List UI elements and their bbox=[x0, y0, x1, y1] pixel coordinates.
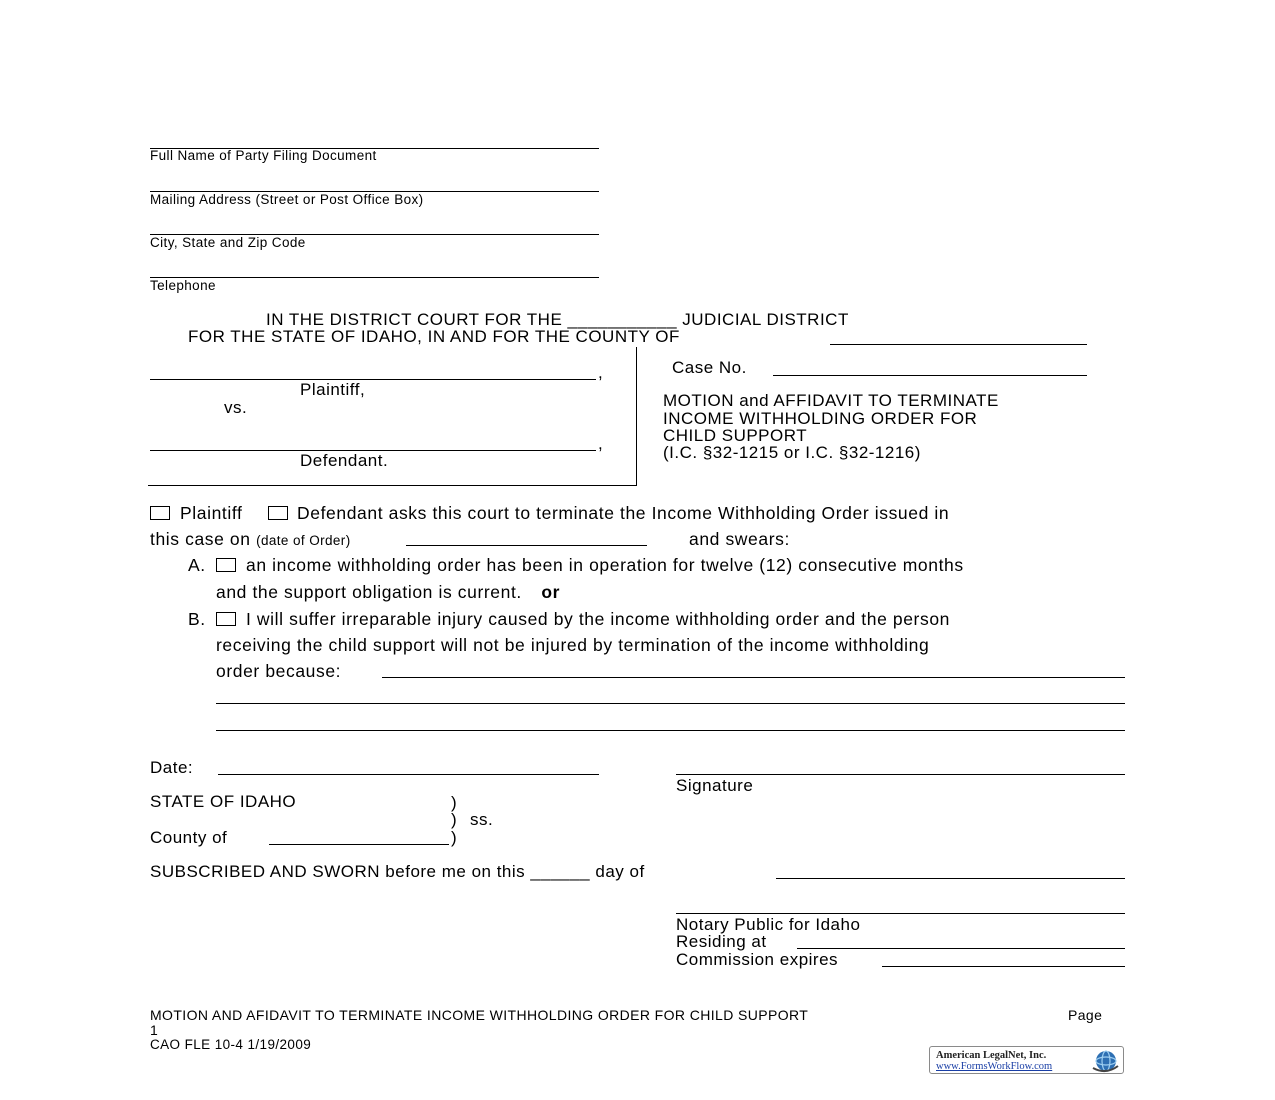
court-heading-line2: FOR THE STATE OF IDAHO, IN AND FOR THE COUNTY OF bbox=[188, 327, 680, 346]
logo-company-name: American LegalNet, Inc. bbox=[936, 1050, 1047, 1061]
subscribed-sworn-line bbox=[150, 862, 645, 882]
date-of-order-label: (date of Order) bbox=[256, 533, 351, 548]
item-b-line3: order because: bbox=[216, 661, 342, 681]
date-line[interactable] bbox=[218, 774, 599, 775]
footer-title: MOTION AND AFIDAVIT TO TERMINATE INCOME WITHHOLDING ORDER FOR CHILD SUPPORT bbox=[150, 1007, 809, 1023]
subscribed-text: SUBSCRIBED AND SWORN before me on this bbox=[150, 862, 526, 881]
item-a-line1: an income withholding order has been in operation for twelve (12) consecutive months bbox=[246, 555, 964, 575]
county-of-line[interactable] bbox=[269, 844, 449, 845]
item-a-line2-text: and the support obligation is current. bbox=[216, 582, 522, 602]
item-a-letter: A. bbox=[188, 555, 206, 575]
paren-2: ) bbox=[451, 810, 458, 829]
paren-1: ) bbox=[451, 793, 458, 812]
commission-expires-label: Commission expires bbox=[676, 950, 839, 969]
and-swears-text: and swears: bbox=[689, 529, 790, 549]
ss-label: ss. bbox=[470, 810, 494, 829]
globe-icon bbox=[1090, 1048, 1120, 1074]
form-title-line2: INCOME WITHHOLDING ORDER FOR bbox=[663, 409, 978, 428]
plaintiff-name-line[interactable] bbox=[150, 379, 596, 380]
case-on-text: this case on bbox=[150, 529, 251, 549]
form-title-line1: MOTION and AFFIDAVIT TO TERMINATE bbox=[663, 391, 999, 410]
signature-line[interactable] bbox=[676, 774, 1125, 775]
date-of-order-line[interactable] bbox=[406, 545, 647, 546]
judicial-district-blank[interactable]: ___________ bbox=[567, 310, 678, 329]
commission-expires-line[interactable] bbox=[882, 966, 1125, 967]
paren-3: ) bbox=[451, 828, 458, 847]
plaintiff-checkbox[interactable] bbox=[150, 506, 170, 520]
defendant-checkbox[interactable] bbox=[268, 506, 288, 520]
case-no-label: Case No. bbox=[672, 358, 747, 377]
party-name-label: Full Name of Party Filing Document bbox=[150, 148, 377, 163]
because-line-3[interactable] bbox=[216, 730, 1125, 731]
caption-bottom-line bbox=[148, 485, 637, 486]
because-line-2[interactable] bbox=[216, 703, 1125, 704]
because-line-1[interactable] bbox=[382, 677, 1125, 678]
defendant-comma: , bbox=[598, 434, 604, 453]
notary-signature-line[interactable] bbox=[676, 913, 1125, 914]
city-state-zip-label: City, State and Zip Code bbox=[150, 235, 306, 250]
item-b-letter: B. bbox=[188, 609, 206, 629]
form-title-line3: CHILD SUPPORT bbox=[663, 426, 808, 445]
county-of-label: County of bbox=[150, 828, 228, 847]
item-b-line2: receiving the child support will not be injured by termination of the income withholding bbox=[216, 635, 930, 655]
case-on-line bbox=[150, 529, 351, 550]
telephone-label: Telephone bbox=[150, 278, 216, 293]
footer-form-code: CAO FLE 10-4 1/19/2009 bbox=[150, 1037, 312, 1052]
plaintiff-option-label: Plaintiff bbox=[180, 503, 243, 523]
mailing-address-label: Mailing Address (Street or Post Office Box) bbox=[150, 192, 424, 207]
plaintiff-label: Plaintiff, bbox=[300, 380, 366, 399]
residing-at-line[interactable] bbox=[797, 948, 1125, 949]
vs-label: vs. bbox=[224, 398, 248, 417]
item-a-checkbox[interactable] bbox=[216, 558, 236, 572]
plaintiff-comma: , bbox=[598, 363, 604, 382]
item-b-line1: I will suffer irreparable injury caused by the income withholding order and the person bbox=[246, 609, 950, 629]
notary-public-label: Notary Public for Idaho bbox=[676, 915, 861, 934]
or-word: or bbox=[541, 582, 561, 602]
day-of-text: day of bbox=[595, 862, 645, 881]
date-label: Date: bbox=[150, 758, 194, 777]
caption-divider bbox=[636, 347, 637, 485]
defendant-option-text: Defendant asks this court to terminate the Income Withholding Order issued in bbox=[297, 503, 950, 523]
statute-reference: (I.C. §32-1215 or I.C. §32-1216) bbox=[663, 443, 921, 462]
county-line[interactable] bbox=[830, 344, 1087, 345]
signature-label: Signature bbox=[676, 776, 754, 795]
footer-page-number: 1 bbox=[150, 1022, 159, 1038]
court-line1-suffix: JUDICIAL DISTRICT bbox=[682, 310, 849, 329]
case-no-line[interactable] bbox=[773, 375, 1087, 376]
american-legalnet-logo bbox=[929, 1046, 1124, 1074]
logo-url-link[interactable]: www.FormsWorkFlow.com bbox=[936, 1061, 1053, 1072]
month-year-line[interactable] bbox=[776, 878, 1125, 879]
telephone-line[interactable] bbox=[150, 277, 599, 278]
state-of-idaho-label: STATE OF IDAHO bbox=[150, 792, 297, 811]
day-blank[interactable]: ______ bbox=[530, 862, 591, 881]
item-a-line2 bbox=[216, 582, 560, 603]
residing-at-label: Residing at bbox=[676, 932, 767, 951]
footer-page-label: Page bbox=[1068, 1007, 1103, 1023]
item-b-checkbox[interactable] bbox=[216, 612, 236, 626]
court-line1-prefix: IN THE DISTRICT COURT FOR THE bbox=[266, 310, 563, 329]
defendant-label: Defendant. bbox=[300, 451, 389, 470]
